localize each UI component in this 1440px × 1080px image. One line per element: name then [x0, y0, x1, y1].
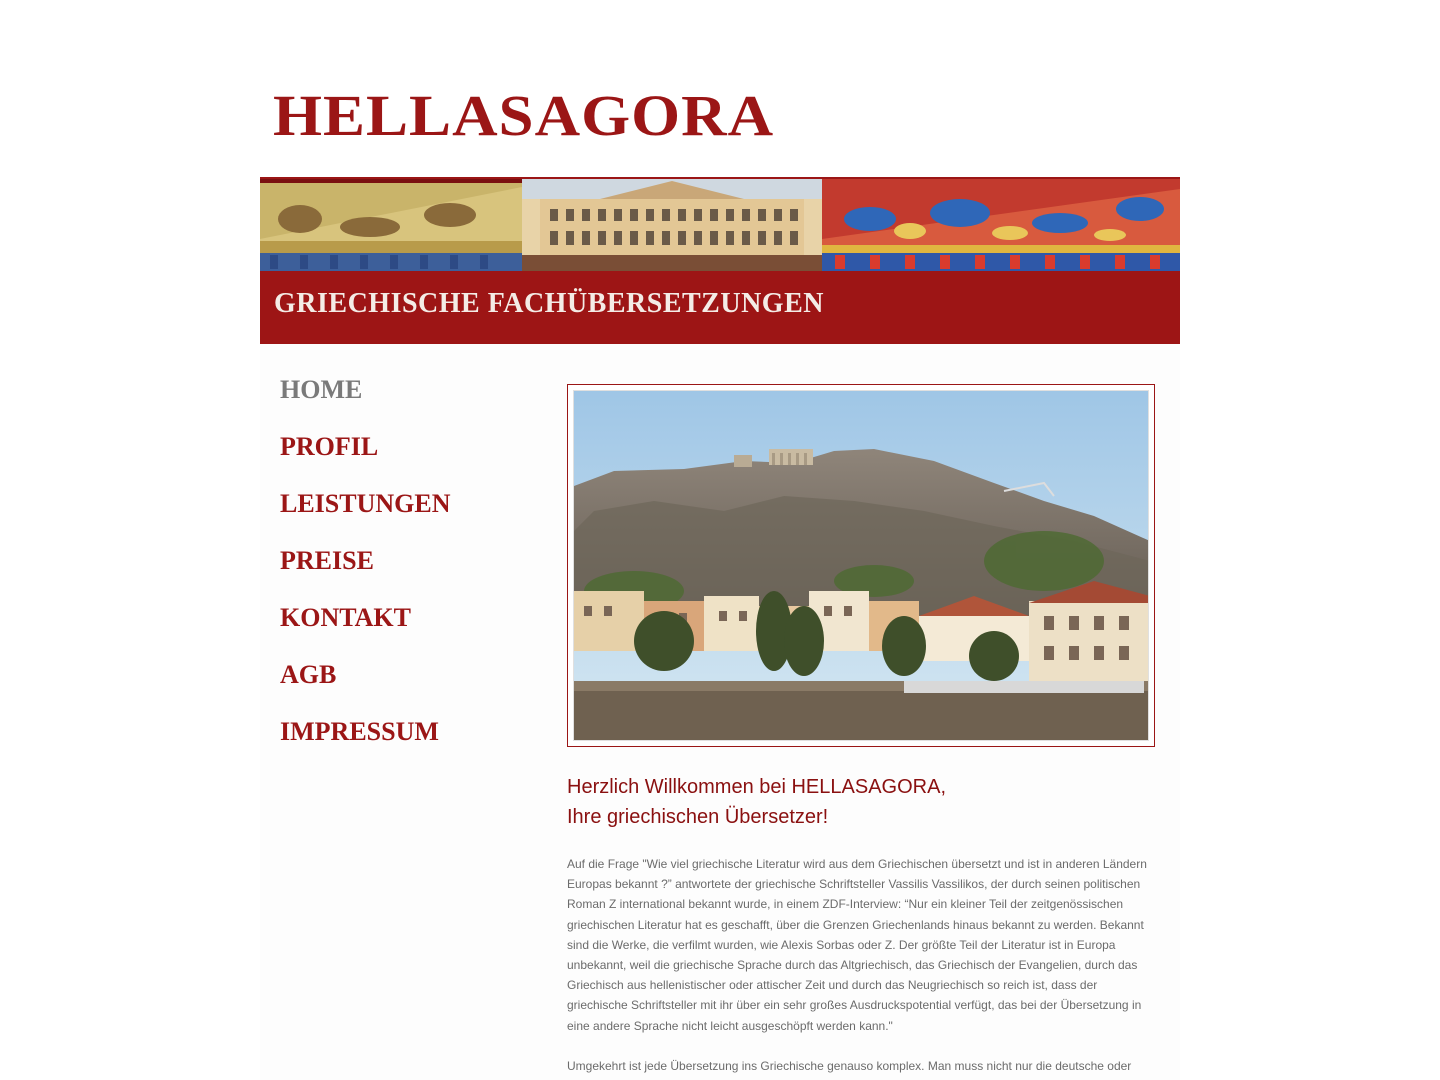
nav-item-preise[interactable]: PREISE	[280, 546, 374, 575]
nav-item-profil[interactable]: PROFIL	[280, 432, 379, 461]
intro-text	[567, 854, 1149, 1080]
site-subtitle: GRIECHISCHE FACHÜBERSETZUNGEN	[274, 288, 824, 319]
intro-paragraph-2: Umgekehrt ist jede Übersetzung ins Griechische genauso komplex. Man muss nicht nur die deutsche oder	[567, 1058, 1132, 1073]
welcome-heading	[567, 772, 1167, 832]
welcome-line-1: Herzlich Willkommen bei HELLASAGORA,	[567, 776, 946, 798]
page-container	[260, 55, 1180, 1080]
welcome-line-2: Ihre griechischen Übersetzer!	[567, 806, 829, 828]
header-logo-area	[260, 55, 1180, 177]
header-banner-image	[260, 177, 1180, 271]
main-navigation	[280, 375, 540, 774]
nav-item-home[interactable]: HOME	[280, 375, 363, 404]
site-logo[interactable]: HELLASAGORA	[273, 83, 775, 148]
nav-item-impressum[interactable]: IMPRESSUM	[280, 717, 439, 746]
hero-image-frame	[567, 384, 1155, 747]
nav-item-agb[interactable]: AGB	[280, 660, 337, 689]
nav-item-leistungen[interactable]: LEISTUNGEN	[280, 489, 451, 518]
hero-image-acropolis	[573, 390, 1149, 741]
nav-item-kontakt[interactable]: KONTAKT	[280, 603, 411, 632]
header-subtitle-band	[260, 271, 1180, 344]
intro-paragraph-1: Auf die Frage "Wie viel griechische Literatur wird aus dem Griechischen übersetzt und ist in anderen Ländern Europas bekannt ?” antwortete der griechische Schriftsteller Vassilis Vassilikos, der durch seinen politischen Roman Z international bekannt wurde, in einem ZDF-Interview: “Nur ein kleiner Teil der zeitgenössischen griechischen Literatur hat es geschafft, über die Grenzen Griechenlands hinaus bekannt zu werden. Bekannt sind die Werke, die verfilmt wurden, wie Alexis Sorbas oder Z. Der größte Teil der Literatur ist in Europa unbekannt, weil die griechische Sprache durch das Altgriechisch, das Griechisch der Evangelien, durch das Griechisch aus hellenistischer oder attischer Zeit und durch das Neugriechisch so reich ist, dass der griechische Schriftsteller mit ihr über ein sehr großes Ausdruckspotential verfügt, das bei der Übersetzung in eine andere Sprache nicht leicht ausgeschöpft werden kann."	[567, 857, 1147, 1033]
